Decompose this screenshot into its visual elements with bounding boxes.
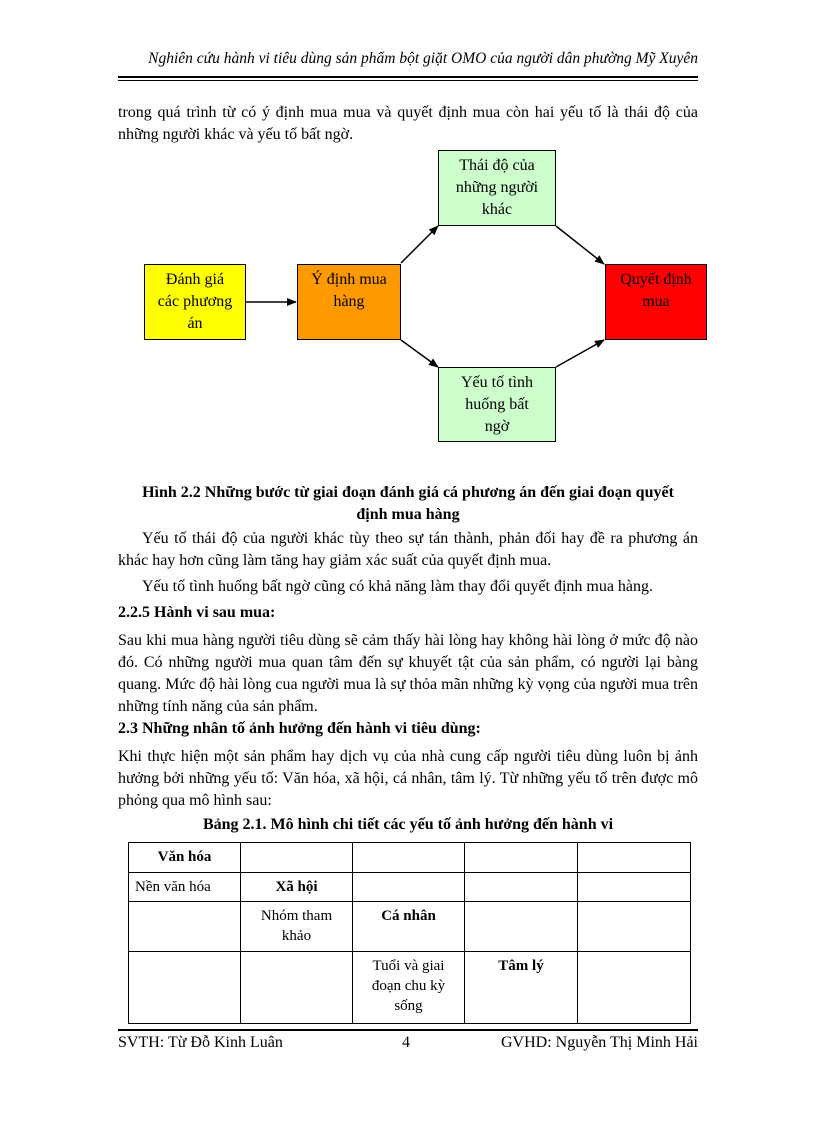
table-cell [578, 952, 691, 1024]
arrow-attitude-to-decision [556, 226, 604, 264]
node-others-attitude: Thái độ của những người khác [438, 150, 556, 226]
table-title: Bảng 2.1. Mô hình chi tiết các yếu tố ảnh hưởng đến hành vi [202, 816, 614, 833]
paragraph-post-purchase: Sau khi mua hàng người tiêu dùng sẽ cảm thấy hài lòng hay không hài lòng ở mức độ nào đó. Có những người mua quan tâm đến sự khuyết tật của sản phẩm, có người lại bàng quang. Mức độ hài lòng cua người mua là sự thỏa mãn những kỳ vọng của người mua trên những tính năng của sản phẩm. [118, 632, 698, 715]
table-row [129, 843, 691, 873]
figure-caption: Hình 2.2 Những bước từ giai đoạn đánh giá cá phương án đến giai đoạn quyết định mua hàng [142, 484, 674, 523]
footer-student: SVTH: Từ Đỗ Kinh Luân [118, 1034, 283, 1051]
table-cell [465, 843, 578, 873]
table-cell [241, 952, 353, 1024]
table-cell [578, 902, 691, 952]
table-row [129, 873, 691, 902]
table-cell [578, 843, 691, 873]
node-purchase-decision: Quyết định mua [605, 264, 707, 340]
cell-reference-group: Nhóm tham khảo [241, 902, 353, 952]
page-number: 4 [402, 1034, 410, 1051]
running-header: Nghiên cứu hành vi tiêu dùng sản phẩm bột giặt OMO của người dân phường Mỹ Xuyên [148, 50, 698, 67]
table-cell [353, 843, 465, 873]
cell-psychology: Tâm lý [465, 952, 578, 1024]
arrow-situation-to-decision [556, 340, 604, 367]
node-evaluate-options: Đánh giá các phương án [144, 264, 246, 340]
cell-personal: Cá nhân [353, 902, 465, 952]
factors-model-table [128, 842, 691, 1024]
cell-culture: Văn hóa [129, 843, 241, 873]
section-heading-2-2-5: 2.2.5 Hành vi sau mua: [118, 604, 276, 621]
decision-flow-diagram [0, 0, 816, 480]
table-cell [578, 873, 691, 902]
cell-social: Xã hội [241, 873, 353, 902]
table-row [129, 952, 691, 1024]
cell-age-lifecycle: Tuổi và giai đoạn chu kỳ sống [353, 952, 465, 1024]
table-cell [353, 873, 465, 902]
footer-rule [118, 1029, 698, 1031]
paragraph-attitude: Yếu tố thái độ của người khác tùy theo sự tán thành, phản đối hay đề ra phương án khác hay hơn cũng làm tăng hay giảm xác suất của quyết định mua. [118, 530, 698, 569]
arrow-intention-to-situation [401, 340, 438, 367]
section-heading-2-3: 2.3 Những nhân tố ảnh hưởng đến hành vi tiêu dùng: [118, 720, 481, 737]
cell-cultural-background: Nền văn hóa [129, 873, 241, 902]
footer-advisor: GVHD: Nguyễn Thị Minh Hải [500, 1034, 698, 1051]
node-unexpected-situation: Yếu tố tình huống bất ngờ [438, 367, 556, 442]
table-row [129, 902, 691, 952]
table-cell [129, 952, 241, 1024]
paragraph-situation: Yếu tố tình huống bất ngờ cũng có khả năng làm thay đổi quyết định mua hàng. [142, 578, 654, 595]
table-cell [241, 843, 353, 873]
node-purchase-intention: Ý định mua hàng [297, 264, 401, 340]
table-cell [129, 902, 241, 952]
table-cell [465, 873, 578, 902]
table-cell [465, 902, 578, 952]
arrow-intention-to-attitude [401, 226, 438, 263]
intro-paragraph: trong quá trình từ có ý định mua mua và quyết định mua còn hai yếu tố là thái độ của những người khác và yếu tố bất ngờ. [118, 104, 698, 143]
paragraph-factors: Khi thực hiện một sản phẩm hay dịch vụ của nhà cung cấp người tiêu dùng luôn bị ảnh hưởng bởi những yếu tố: Văn hóa, xã hội, cá nhân, tâm lý. Từ những yếu tố trên được mô phỏng qua mô hình sau: [118, 748, 698, 809]
